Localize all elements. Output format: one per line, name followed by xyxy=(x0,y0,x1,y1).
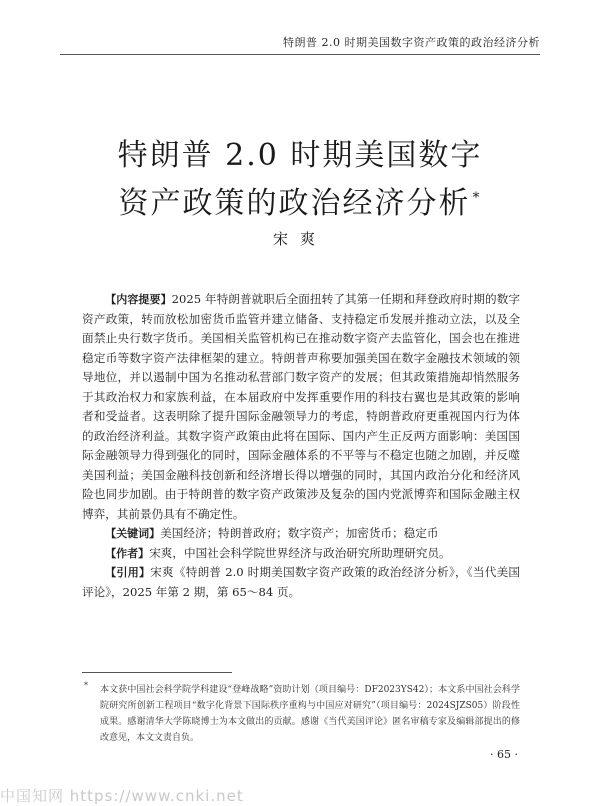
keywords-text: 美国经济；特朗普政府；数字资产；加密货币；稳定币 xyxy=(160,526,439,540)
author-info-tag: 【作者】 xyxy=(105,546,150,560)
citation-paragraph xyxy=(82,563,520,602)
abstract-tag: 【内容提要】 xyxy=(105,293,172,306)
footnote xyxy=(82,682,520,746)
abstract-text: 2025 年特朗普就职后全面扭转了其第一任期和拜登政府时期的数字资产政策，转而放松加密货币监管并建立储备、支持稳定币发展并推动立法，以及全面禁止央行数字货币。美国相关监管机构已在推动数字资产去监管化，国会也在推进稳定币等数字资产法律框架的建立。特朗普声称要加强美国在数字金融技术领域的领导地位，并以遏制中国为名推动私营部门数字资产的发展；但其政策措施却悄然服务于其政治权力和家族利益，在本届政府中发挥重要作用的科技右翼也是其政策的影响者和受益者。这表明除了提升国际金融领导力的考虑，特朗普政府更重视国内行为体的政治经济利益。其数字资产政策由此将在国际、国内产生正反两方面影响：美国国际金融领导力得到强化的同时，国际金融体系的不平等与不稳定也随之加剧，并反噬美国利益；美国金融科技创新和经济增长得以增强的同时，其国内政治分化和经济风险也同步加剧。由于特朗普的数字资产政策涉及复杂的国内党派博弈和国际金融主权博弈，其前景仍具有不确定性。 xyxy=(82,292,520,521)
cnki-watermark: 中国知网 https://www.cnki.net xyxy=(0,787,244,805)
title-line-2: 资产政策的政治经济分析 xyxy=(118,186,471,222)
keywords-paragraph xyxy=(82,524,520,544)
article-title xyxy=(60,132,540,228)
article-front-matter xyxy=(82,290,520,602)
keywords-tag: 【关键词】 xyxy=(105,527,161,540)
footnote-divider xyxy=(82,672,232,673)
citation-tag: 【引用】 xyxy=(105,566,151,579)
author-info-paragraph xyxy=(82,544,520,564)
abstract-paragraph xyxy=(82,290,520,524)
author-info-text: 宋爽，中国社会科学院世界经济与政治研究所助理研究员。 xyxy=(149,545,451,560)
footnote-text: 本文获中国社会科学院学科建设“登峰战略”资助计划（项目编号：DF2023YS42）；本文系中国社会科学院研究所创新工程项目“数字化背景下国际秩序重构与中国应对研究”（项目编号：2024SJZS05）阶段性成果。感谢清华大学陈晓博士为本文做出的贡献。感谢《当代美国评论》匿名审稿专家及编辑部提出的修改意见，本文文责自负。 xyxy=(100,685,520,743)
footnote-marker: * xyxy=(84,681,88,690)
author-name: 宋爽 xyxy=(272,230,327,248)
title-footnote-marker[interactable]: * xyxy=(472,190,482,207)
citation-text: 宋爽《特朗普 2.0 时期美国数字资产政策的政治经济分析》，《当代美国评论》，2025 年第 2 期，第 65～84 页。 xyxy=(82,565,521,599)
page-number: · 65 · xyxy=(490,748,518,761)
running-header: 特朗普 2.0 时期美国数字资产政策的政治经济分析 xyxy=(60,34,540,55)
title-line-1: 特朗普 2.0 时期美国数字 xyxy=(117,138,483,174)
